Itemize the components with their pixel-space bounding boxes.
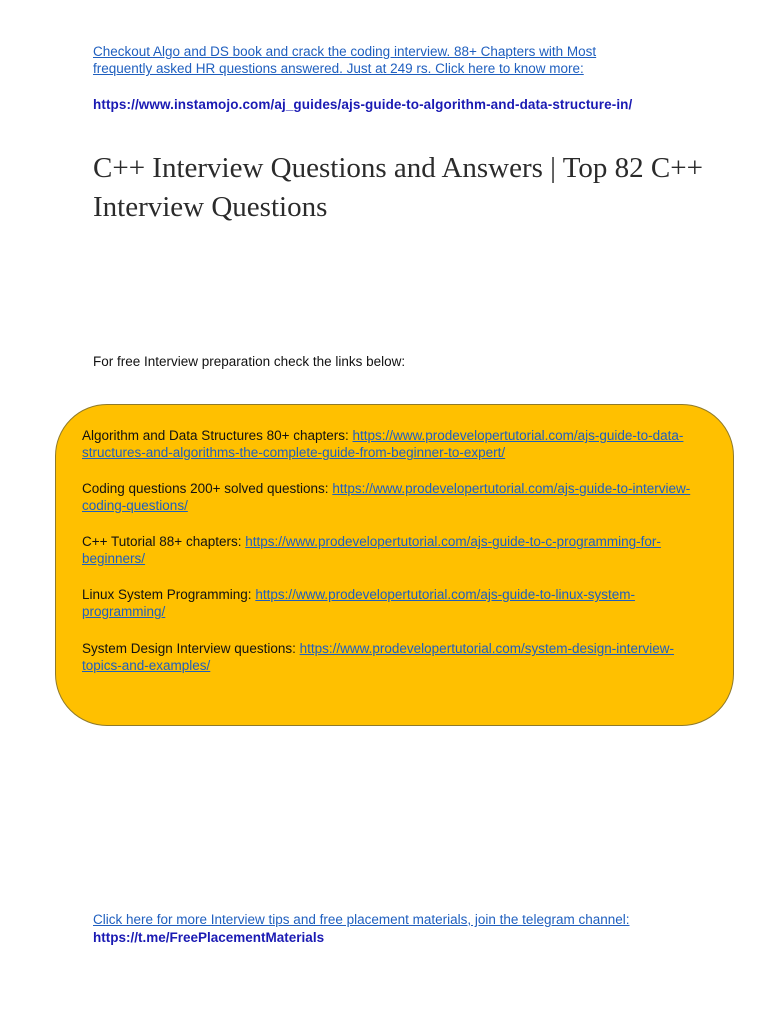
resource-label: Linux System Programming: xyxy=(82,587,256,602)
resource-link[interactable]: https://www.prodevelopertutorial.com/ajs-guide-to-data-structures-and-algorithms-the-complete-guide-from-beginner-to-expert/ xyxy=(82,428,684,460)
resource-link[interactable]: https://www.prodevelopertutorial.com/system-design-interview-topics-and-examples/ xyxy=(82,641,675,673)
promo-url: https://www.instamojo.com/aj_guides/ajs-guide-to-algorithm-and-data-structure-in/ xyxy=(93,97,633,112)
resource-label: Coding questions 200+ solved questions: xyxy=(82,481,333,496)
resource-label: C++ Tutorial 88+ chapters: xyxy=(82,534,246,549)
resource-item-coding xyxy=(82,480,712,514)
telegram-url: https://t.me/FreePlacementMaterials xyxy=(93,930,325,945)
resource-label: Algorithm and Data Structures 80+ chapters: xyxy=(82,428,353,443)
resource-item-system-design xyxy=(82,640,712,674)
resource-link[interactable]: https://www.prodevelopertutorial.com/ajs-guide-to-linux-system-programming/ xyxy=(82,587,635,619)
resource-link[interactable]: https://www.prodevelopertutorial.com/ajs-guide-to-c-programming-for-beginners/ xyxy=(82,534,661,566)
resource-link[interactable]: https://www.prodevelopertutorial.com/ajs-guide-to-interview-coding-questions/ xyxy=(82,481,691,513)
resource-label: System Design Interview questions: xyxy=(82,641,300,656)
resource-item-linux xyxy=(82,586,712,620)
resource-item-dsa xyxy=(82,427,712,461)
promo-book-link[interactable]: Checkout Algo and DS book and crack the coding interview. 88+ Chapters with Most frequently asked HR questions answered. Just at 249 rs. Click here to know more: xyxy=(93,44,597,76)
telegram-link[interactable]: Click here for more Interview tips and free placement materials, join the telegram channel: xyxy=(93,912,630,927)
resource-item-cpp xyxy=(82,533,712,567)
free-prep-intro: For free Interview preparation check the links below: xyxy=(93,354,406,369)
page-title: C++ Interview Questions and Answers | Top 82 C++ Interview Questions xyxy=(93,152,703,223)
